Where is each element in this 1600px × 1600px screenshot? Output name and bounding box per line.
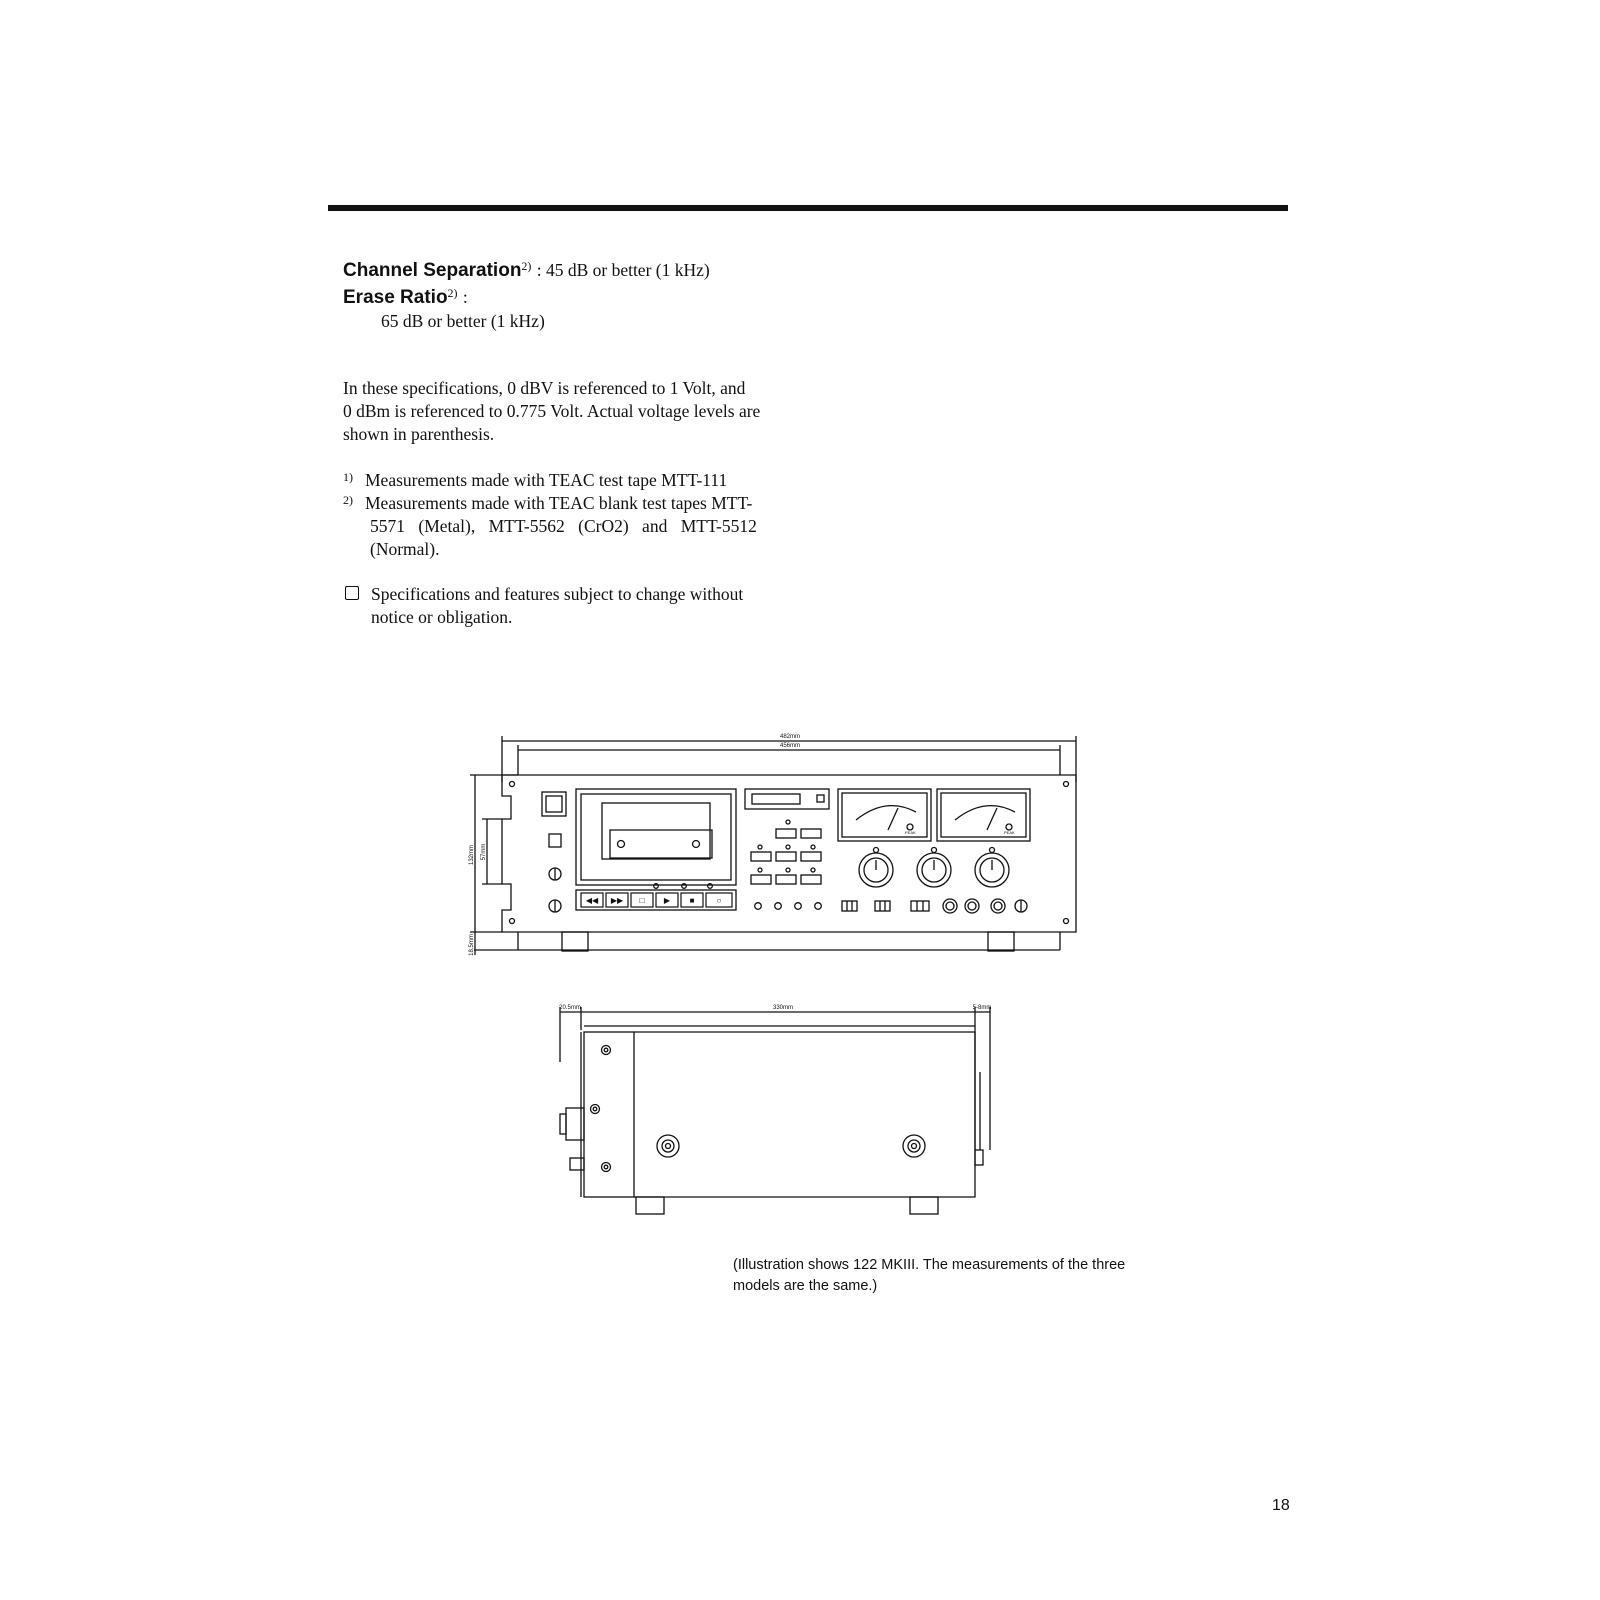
- meter-label: PEAK: [1004, 830, 1015, 835]
- transport-stop-icon: □: [639, 896, 645, 905]
- erase-ratio-value: 65 dB or better (1 kHz): [381, 311, 545, 331]
- erase-ratio-colon: :: [462, 287, 468, 307]
- dimension-body-width: 456mm: [779, 743, 801, 749]
- dimension-overall-width: 482mm: [779, 734, 801, 740]
- footnote-mark: 2): [343, 493, 353, 507]
- reference-line: 0 dBm is referenced to 0.775 Volt. Actual voltage levels are: [343, 401, 761, 421]
- reference-line: shown in parenthesis.: [343, 424, 495, 444]
- channel-separation-note: 2): [521, 259, 532, 273]
- footnote-mark: 1): [343, 470, 353, 484]
- dimension-rear-depth: 5-8mm: [972, 1005, 992, 1011]
- erase-ratio-label: Erase Ratio: [343, 287, 448, 308]
- page-number: 18: [1272, 1497, 1290, 1514]
- transport-pause-icon: ■: [689, 896, 695, 905]
- figure-caption: [733, 1255, 1125, 1297]
- notice-line: notice or obligation.: [371, 607, 513, 627]
- footnote-line: 5571 (Metal), MTT-5562 (CrO2) and MTT-5512: [370, 516, 757, 536]
- meter-label: PEAK: [905, 830, 916, 835]
- reference-line: In these specifications, 0 dBV is referenced to 1 Volt, and: [343, 378, 746, 398]
- footnote-line: Measurements made with TEAC blank test tapes MTT-: [365, 493, 753, 513]
- transport-play-icon: ▶: [663, 896, 671, 905]
- dimension-height: 132mm: [469, 844, 475, 866]
- dimension-depth: 330mm: [772, 1005, 794, 1011]
- transport-ffwd-icon: ▶▶: [610, 896, 624, 905]
- footnote-line: (Normal).: [370, 539, 440, 559]
- transport-rewind-icon: ◀◀: [585, 896, 599, 905]
- channel-separation-value: : 45 dB or better (1 kHz): [536, 260, 710, 280]
- erase-ratio-note: 2): [447, 286, 458, 300]
- notice-line: Specifications and features subject to change without: [371, 584, 744, 604]
- transport-record-icon: ○: [716, 896, 722, 905]
- dimension-foot-height: 18.5mm: [469, 934, 475, 956]
- caption-line: models are the same.): [733, 1278, 878, 1294]
- dimension-rack-height: 57mm: [481, 843, 487, 861]
- channel-separation-label: Channel Separation: [343, 260, 522, 281]
- dimension-front-depth: 20.5mm: [559, 1005, 581, 1011]
- footnote-line: Measurements made with TEAC test tape MTT-111: [365, 470, 728, 490]
- caption-line: (Illustration shows 122 MKIII. The measurements of the three: [733, 1257, 1126, 1273]
